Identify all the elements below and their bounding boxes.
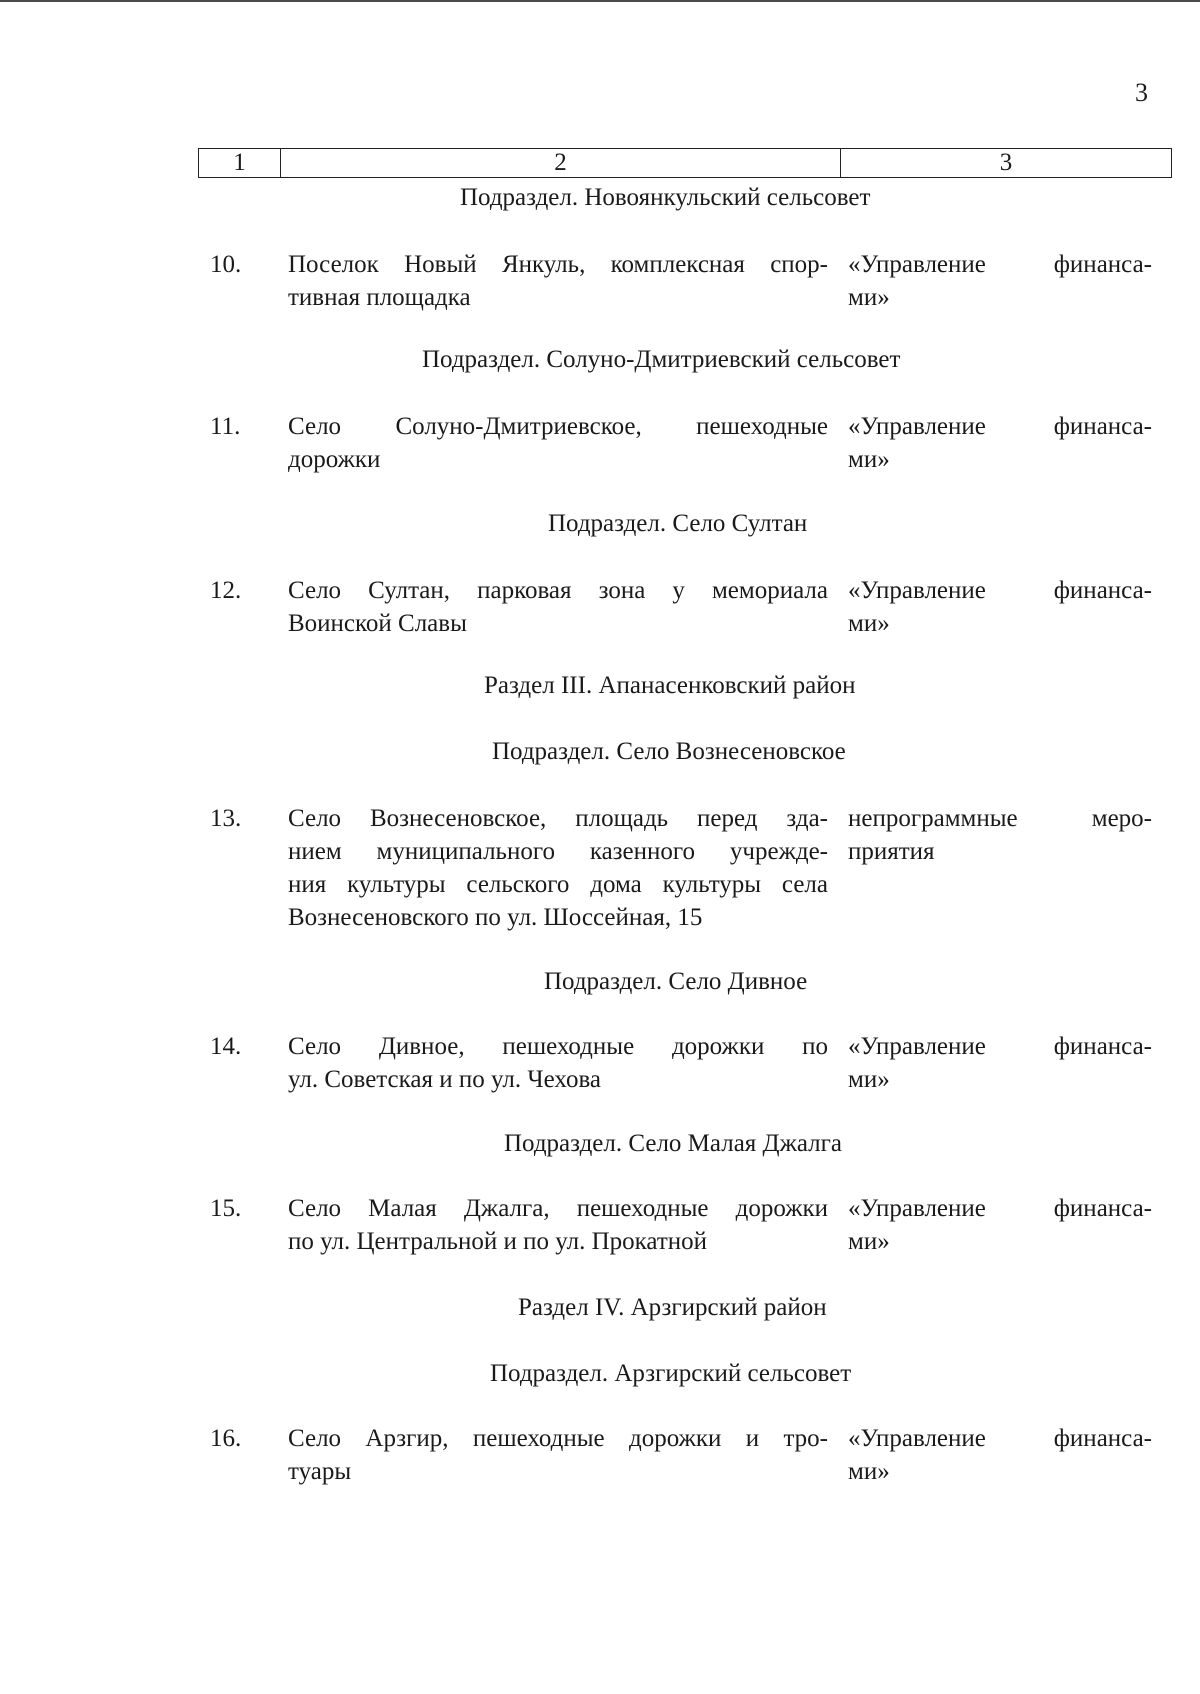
object-name-line: Село Дивное, пешеходные дорожки по (288, 1033, 828, 1060)
object-name-line: дорожки (288, 446, 381, 473)
funding-source (848, 574, 1152, 640)
column-header-row (198, 148, 1172, 178)
object-name-line: Вознесеновского по ул. Шоссейная, 15 (288, 904, 703, 931)
funding-source (848, 1192, 1152, 1258)
subsection-heading: Подраздел. Арзгирский сельсовет (490, 1360, 852, 1387)
funding-word: финанса- (1053, 413, 1152, 440)
object-name (288, 248, 828, 314)
funding-word: ми» (848, 610, 890, 637)
object-name-line: Село Малая Джалга, пешеходные дорожки (288, 1195, 828, 1222)
object-name-line: Поселок Новый Янкуль, комплексная спор- (288, 251, 828, 278)
funding-word: финанса- (1053, 1425, 1152, 1452)
section-heading: Раздел III. Апанасенковский район (484, 672, 856, 699)
object-name-line: Село Солуно-Дмитриевское, пешеходные (288, 413, 828, 440)
funding-word: меро- (1091, 805, 1152, 832)
funding-word: «Управление (848, 577, 986, 604)
object-name-line: нием муниципального казенного учрежде- (288, 838, 828, 865)
funding-word: непрограммные (848, 805, 1018, 832)
funding-word: «Управление (848, 1425, 986, 1452)
row-number: 10. (210, 251, 242, 278)
subsection-heading: Подраздел. Село Малая Джалга (504, 1130, 843, 1157)
funding-word: ми» (848, 1458, 890, 1485)
object-name-line: Село Султан, парковая зона у мемориала (288, 577, 828, 604)
object-name-line: по ул. Центральной и по ул. Прокатной (288, 1228, 708, 1255)
object-name (288, 1422, 828, 1488)
funding-source (848, 1030, 1152, 1096)
subsection-heading: Подраздел. Село Вознесеновское (492, 738, 846, 765)
funding-source (848, 410, 1152, 476)
subsection-heading: Подраздел. Село Дивное (544, 968, 808, 995)
object-name-line: Воинской Славы (288, 610, 467, 637)
funding-word: «Управление (848, 251, 986, 278)
subsection-heading: Подраздел. Солуно-Дмитриевский сельсовет (422, 346, 901, 373)
row-number: 11. (210, 413, 241, 440)
row-number: 14. (210, 1033, 242, 1060)
object-name-line: туары (288, 1458, 352, 1485)
row-number: 13. (210, 805, 242, 832)
object-name-line: ул. Советская и по ул. Чехова (288, 1066, 602, 1093)
funding-word: финанса- (1053, 1195, 1152, 1222)
object-name (288, 1030, 828, 1096)
subsection-heading: Подраздел. Новоянкульский сельсовет (460, 184, 871, 211)
object-name-line: Село Арзгир, пешеходные дорожки и тро- (288, 1425, 828, 1452)
object-name-line: ния культуры сельского дома культуры села (288, 871, 828, 898)
funding-word: финанса- (1053, 1033, 1152, 1060)
funding-word: ми» (848, 1228, 890, 1255)
funding-source (848, 802, 1152, 868)
row-number: 12. (210, 577, 242, 604)
section-heading: Раздел IV. Арзгирский район (518, 1294, 827, 1321)
object-name (288, 802, 828, 934)
object-name (288, 574, 828, 640)
funding-source (848, 248, 1152, 314)
object-name-line: тивная площадка (288, 284, 471, 311)
column-header-3: 3 (999, 149, 1013, 176)
funding-word: «Управление (848, 1033, 986, 1060)
funding-word: ми» (848, 1066, 890, 1093)
funding-word: приятия (848, 838, 935, 865)
top-rule (0, 0, 1200, 2)
funding-word: ми» (848, 284, 890, 311)
funding-source (848, 1422, 1152, 1488)
funding-word: ми» (848, 446, 890, 473)
object-name (288, 1192, 828, 1258)
object-name (288, 410, 828, 476)
row-number: 16. (210, 1425, 242, 1452)
object-name-line: Село Вознесеновское, площадь перед зда- (288, 805, 828, 832)
subsection-heading: Подраздел. Село Султан (548, 510, 808, 537)
funding-word: финанса- (1053, 251, 1152, 278)
funding-word: финанса- (1053, 577, 1152, 604)
page-number: 3 (1135, 78, 1148, 107)
column-header-1: 1 (199, 149, 281, 177)
row-number: 15. (210, 1195, 242, 1222)
funding-word: «Управление (848, 1195, 986, 1222)
funding-word: «Управление (848, 413, 986, 440)
column-header-2: 2 (281, 149, 841, 177)
